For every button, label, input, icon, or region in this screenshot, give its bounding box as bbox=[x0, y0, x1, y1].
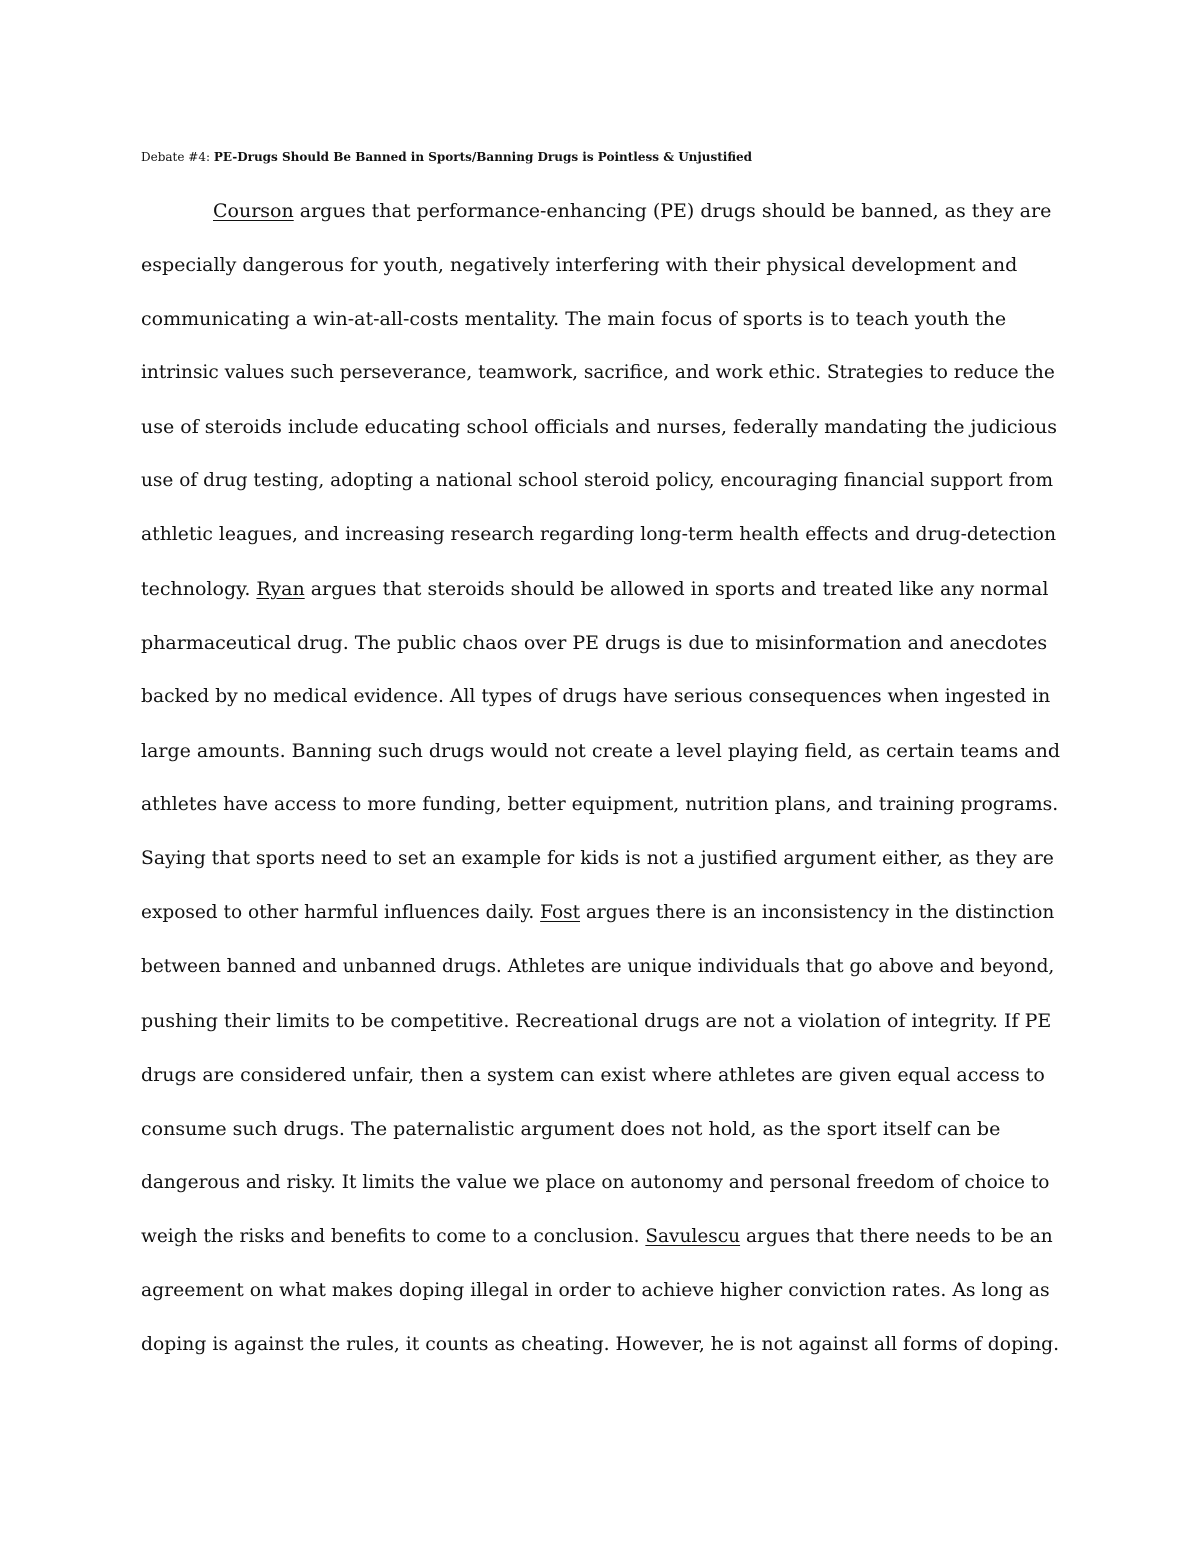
line-text: use of drug testing, adopting a national school steroid policy, encouraging financial support from bbox=[141, 470, 1053, 491]
paragraph-line bbox=[141, 356, 1055, 390]
line-text: argues there is an inconsistency in the distinction bbox=[580, 902, 1055, 923]
line-text: pharmaceutical drug. The public chaos over PE drugs is due to misinformation and anecdotes bbox=[141, 632, 1048, 654]
paragraph-line bbox=[141, 248, 1017, 282]
document-title bbox=[141, 140, 1101, 174]
line-text: consume such drugs. The paternalistic argument does not hold, as the sport itself can be bbox=[141, 1118, 1001, 1140]
line-text: intrinsic values such perseverance, teamwork, sacrifice, and work ethic. Strategies to reduce the bbox=[141, 362, 1055, 383]
line-text: communicating a win-at-all-costs mentality. The main focus of sports is to teach youth the bbox=[141, 308, 1007, 330]
paragraph-line bbox=[141, 1220, 1053, 1254]
paragraph-line bbox=[141, 950, 1054, 984]
paragraph-line bbox=[141, 302, 1006, 336]
paragraph-line bbox=[141, 1112, 1000, 1146]
paragraph-line bbox=[141, 896, 1054, 930]
line-text: argues that steroids should be allowed in sports and treated like any normal bbox=[304, 578, 1049, 600]
paragraph-line bbox=[141, 1166, 1049, 1200]
paragraph-line bbox=[141, 518, 1056, 552]
line-text: large amounts. Banning such drugs would not create a level playing field, as certain teams and bbox=[141, 740, 1061, 762]
paragraph-line bbox=[141, 464, 1053, 498]
author-name-ryan: Ryan bbox=[256, 578, 305, 600]
line-text: doping is against the rules, it counts as cheating. However, he is not against all forms of doping. bbox=[141, 1334, 1060, 1355]
line-text: technology. bbox=[141, 578, 257, 600]
line-text: weigh the risks and benefits to come to a conclusion. bbox=[141, 1226, 646, 1247]
paragraph-line bbox=[141, 626, 1047, 660]
author-name-courson: Courson bbox=[213, 200, 294, 222]
line-text: pushing their limits to be competitive. Recreational drugs are not a violation of integrity. If PE bbox=[141, 1010, 1052, 1032]
paragraph-line bbox=[141, 1058, 1045, 1092]
line-text: athletic leagues, and increasing research regarding long-term health effects and drug-detection bbox=[141, 524, 1057, 545]
paragraph-line bbox=[141, 1328, 1059, 1362]
author-name-fost: Fost bbox=[540, 902, 581, 923]
paragraph-line bbox=[141, 572, 1048, 606]
line-text: argues that there needs to be an bbox=[740, 1226, 1053, 1247]
line-text: especially dangerous for youth, negatively interfering with their physical development and bbox=[141, 254, 1018, 276]
paragraph-line bbox=[141, 680, 1050, 714]
author-name-savulescu: Savulescu bbox=[645, 1226, 741, 1247]
line-text: use of steroids include educating school officials and nurses, federally mandating the judicious bbox=[141, 416, 1058, 438]
paragraph-line bbox=[141, 1004, 1051, 1038]
line-text: drugs are considered unfair, then a system can exist where athletes are given equal access to bbox=[141, 1064, 1045, 1086]
line-text: argues that performance-enhancing (PE) drugs should be banned, as they are bbox=[293, 200, 1052, 222]
line-text: dangerous and risky. It limits the value we place on autonomy and personal freedom of choice to bbox=[141, 1172, 1050, 1193]
title-prefix: Debate #4: bbox=[141, 150, 214, 164]
paragraph-line bbox=[213, 194, 1051, 228]
line-text: agreement on what makes doping illegal in order to achieve higher conviction rates. As long as bbox=[141, 1280, 1050, 1301]
line-text: backed by no medical evidence. All types of drugs have serious consequences when ingested in bbox=[141, 686, 1051, 707]
paragraph-line bbox=[141, 1274, 1050, 1308]
paragraph-line bbox=[141, 842, 1054, 876]
line-text: exposed to other harmful influences daily. bbox=[141, 902, 541, 923]
line-text: athletes have access to more funding, better equipment, nutrition plans, and training programs. bbox=[141, 794, 1059, 815]
paragraph-line bbox=[141, 788, 1058, 822]
line-text: between banned and unbanned drugs. Athletes are unique individuals that go above and beyond, bbox=[141, 956, 1055, 977]
paragraph-line bbox=[141, 410, 1057, 444]
paragraph-line bbox=[141, 734, 1060, 768]
title-main: PE-Drugs Should Be Banned in Sports/Banning Drugs is Pointless & Unjustified bbox=[213, 150, 753, 164]
line-text: Saying that sports need to set an example for kids is not a justified argument either, as they are bbox=[141, 848, 1054, 869]
